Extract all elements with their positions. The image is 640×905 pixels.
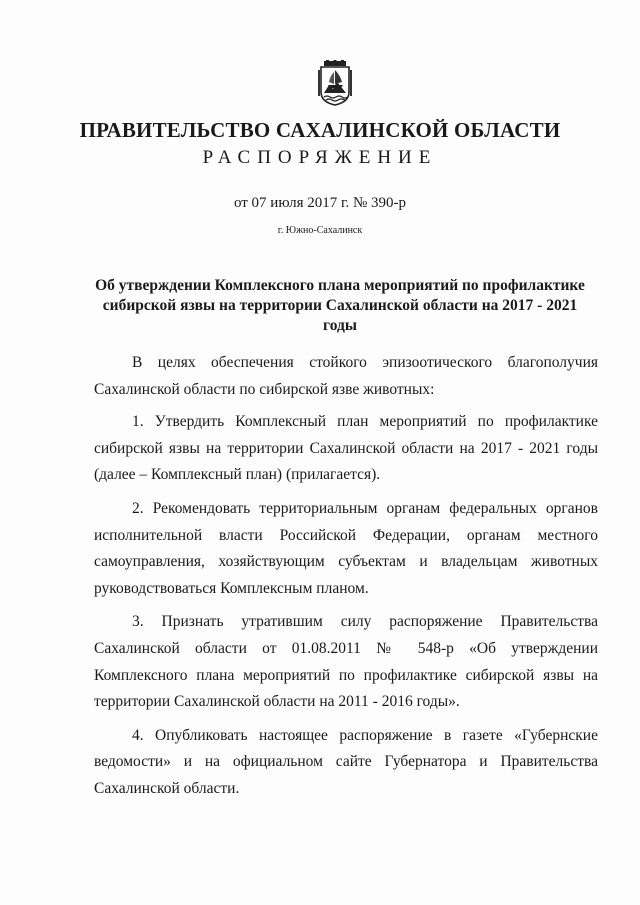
item-paragraph-2: 2. Рекомендовать территориальным органам федеральных органов исполнительной власти Российской Федерации, органам местного самоуправления, хозяйствующим субъектам и владельцам животных руководствоваться Комплексным планом.: [94, 499, 598, 597]
organization-title: ПРАВИТЕЛЬСТВО САХАЛИНСКОЙ ОБЛАСТИ: [79, 118, 561, 142]
item-paragraph-3: 3. Признать утратившим силу распоряжение Правительства Сахалинской области от 01.08.2011 № 548-р «Об утверждении Комплексного плана мероприятий по профилактике сибирской язвы на территории Сахалинской области на 2011 - 2016 годы».: [94, 613, 598, 711]
subject-line-2: сибирской язвы на территории Сахалинской области на 2017 - 2021 годы: [102, 297, 578, 334]
document-type: РАСПОРЯЖЕНИЕ: [202, 147, 438, 168]
document-city: г. Южно-Сахалинск: [277, 225, 363, 236]
item-paragraph-4: 4. Опубликовать настоящее распоряжение в газете «Губернские ведомости» и на официальном сайте Губернатора и Правительства Сахалинской области.: [94, 726, 598, 797]
document-body: [94, 350, 598, 810]
subject-line-1: Об утверждении Комплексного плана мероприятий по профилактике: [95, 277, 585, 294]
document-date-number: от 07 июля 2017 г. № 390-р: [233, 195, 407, 211]
document-subject: [90, 276, 590, 336]
sakhalin-coat-of-arms-icon: [318, 60, 352, 106]
item-paragraph-1: 1. Утвердить Комплексный план мероприятий по профилактике сибирской язвы на территории Сахалинской области на 2017 - 2021 годы (далее – Комплексный план) (прилагается).: [94, 413, 598, 484]
preamble-paragraph: В целях обеспечения стойкого эпизоотического благополучия Сахалинской области по сибирской язве животных:: [94, 354, 598, 398]
